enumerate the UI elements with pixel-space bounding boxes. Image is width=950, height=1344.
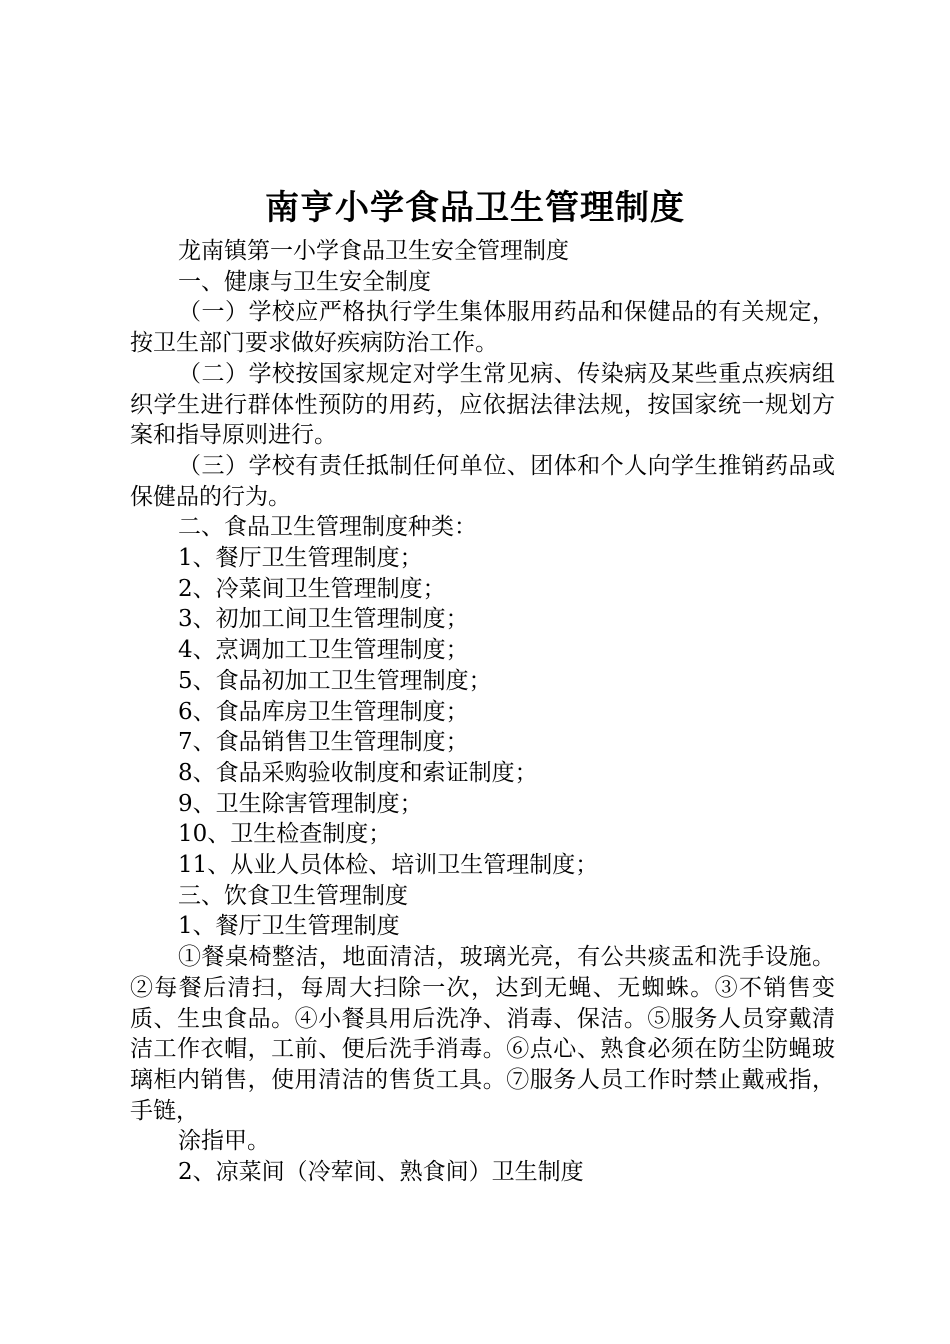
list-item: 5、食品初加工卫生管理制度； bbox=[178, 667, 492, 694]
list-item: 11、从业人员体检、培训卫生管理制度； bbox=[178, 852, 599, 879]
paragraph-continuation: 涂指甲。 bbox=[178, 1128, 270, 1155]
list-item: 4、烹调加工卫生管理制度； bbox=[178, 637, 469, 664]
paragraph-canteen-rules: ①餐桌椅整洁，地面清洁，玻璃光亮，有公共痰盂和洗手设施。②每餐后清扫，每周大扫除一次，达到无蝇、无蜘蛛。③不销售变质、生虫食品。④小餐具用后洗净、消毒、保洁。⑤服务人员穿戴清洁工作衣帽，工前、便后洗手消毒。⑥点心、熟食必须在防尘防蝇玻璃柜内销售，使用清洁的售货工具。⑦服务人员工作时禁止戴戒指，手链， bbox=[130, 944, 835, 1124]
list-item: 10、卫生检查制度； bbox=[178, 821, 392, 848]
list-item: 1、餐厅卫生管理制度； bbox=[178, 545, 423, 572]
section-heading-3: 三、饮食卫生管理制度 bbox=[178, 882, 408, 909]
section-heading-1: 一、健康与卫生安全制度 bbox=[178, 268, 431, 295]
paragraph-item-1: （一）学校应严格执行学生集体服用药品和保健品的有关规定，按卫生部门要求做好疾病防治工作。 bbox=[130, 299, 835, 357]
document-title: 南亨小学食品卫生管理制度 bbox=[265, 188, 685, 228]
document-body bbox=[130, 236, 835, 1188]
subsection-heading: 1、餐厅卫生管理制度 bbox=[178, 913, 400, 940]
list-item: 8、食品采购验收制度和索证制度； bbox=[178, 759, 538, 786]
paragraph-item-2: （二）学校按国家规定对学生常见病、传染病及某些重点疾病组织学生进行群体性预防的用药，应依据法律法规，按国家统一规划方案和指导原则进行。 bbox=[130, 360, 835, 449]
paragraph-item-3: （三）学校有责任抵制任何单位、团体和个人向学生推销药品或保健品的行为。 bbox=[130, 452, 835, 510]
list-item: 3、初加工间卫生管理制度； bbox=[178, 606, 469, 633]
section-heading-2: 二、食品卫生管理制度种类： bbox=[178, 514, 477, 541]
list-item: 9、卫生除害管理制度； bbox=[178, 790, 423, 817]
list-item: 2、冷菜间卫生管理制度； bbox=[178, 575, 446, 602]
list-item: 6、食品库房卫生管理制度； bbox=[178, 698, 469, 725]
subsection-heading: 2、凉菜间（冷荤间、熟食间）卫生制度 bbox=[178, 1159, 584, 1186]
paragraph-subtitle: 龙南镇第一小学食品卫生安全管理制度 bbox=[178, 238, 569, 264]
list-item: 7、食品销售卫生管理制度； bbox=[178, 729, 469, 756]
